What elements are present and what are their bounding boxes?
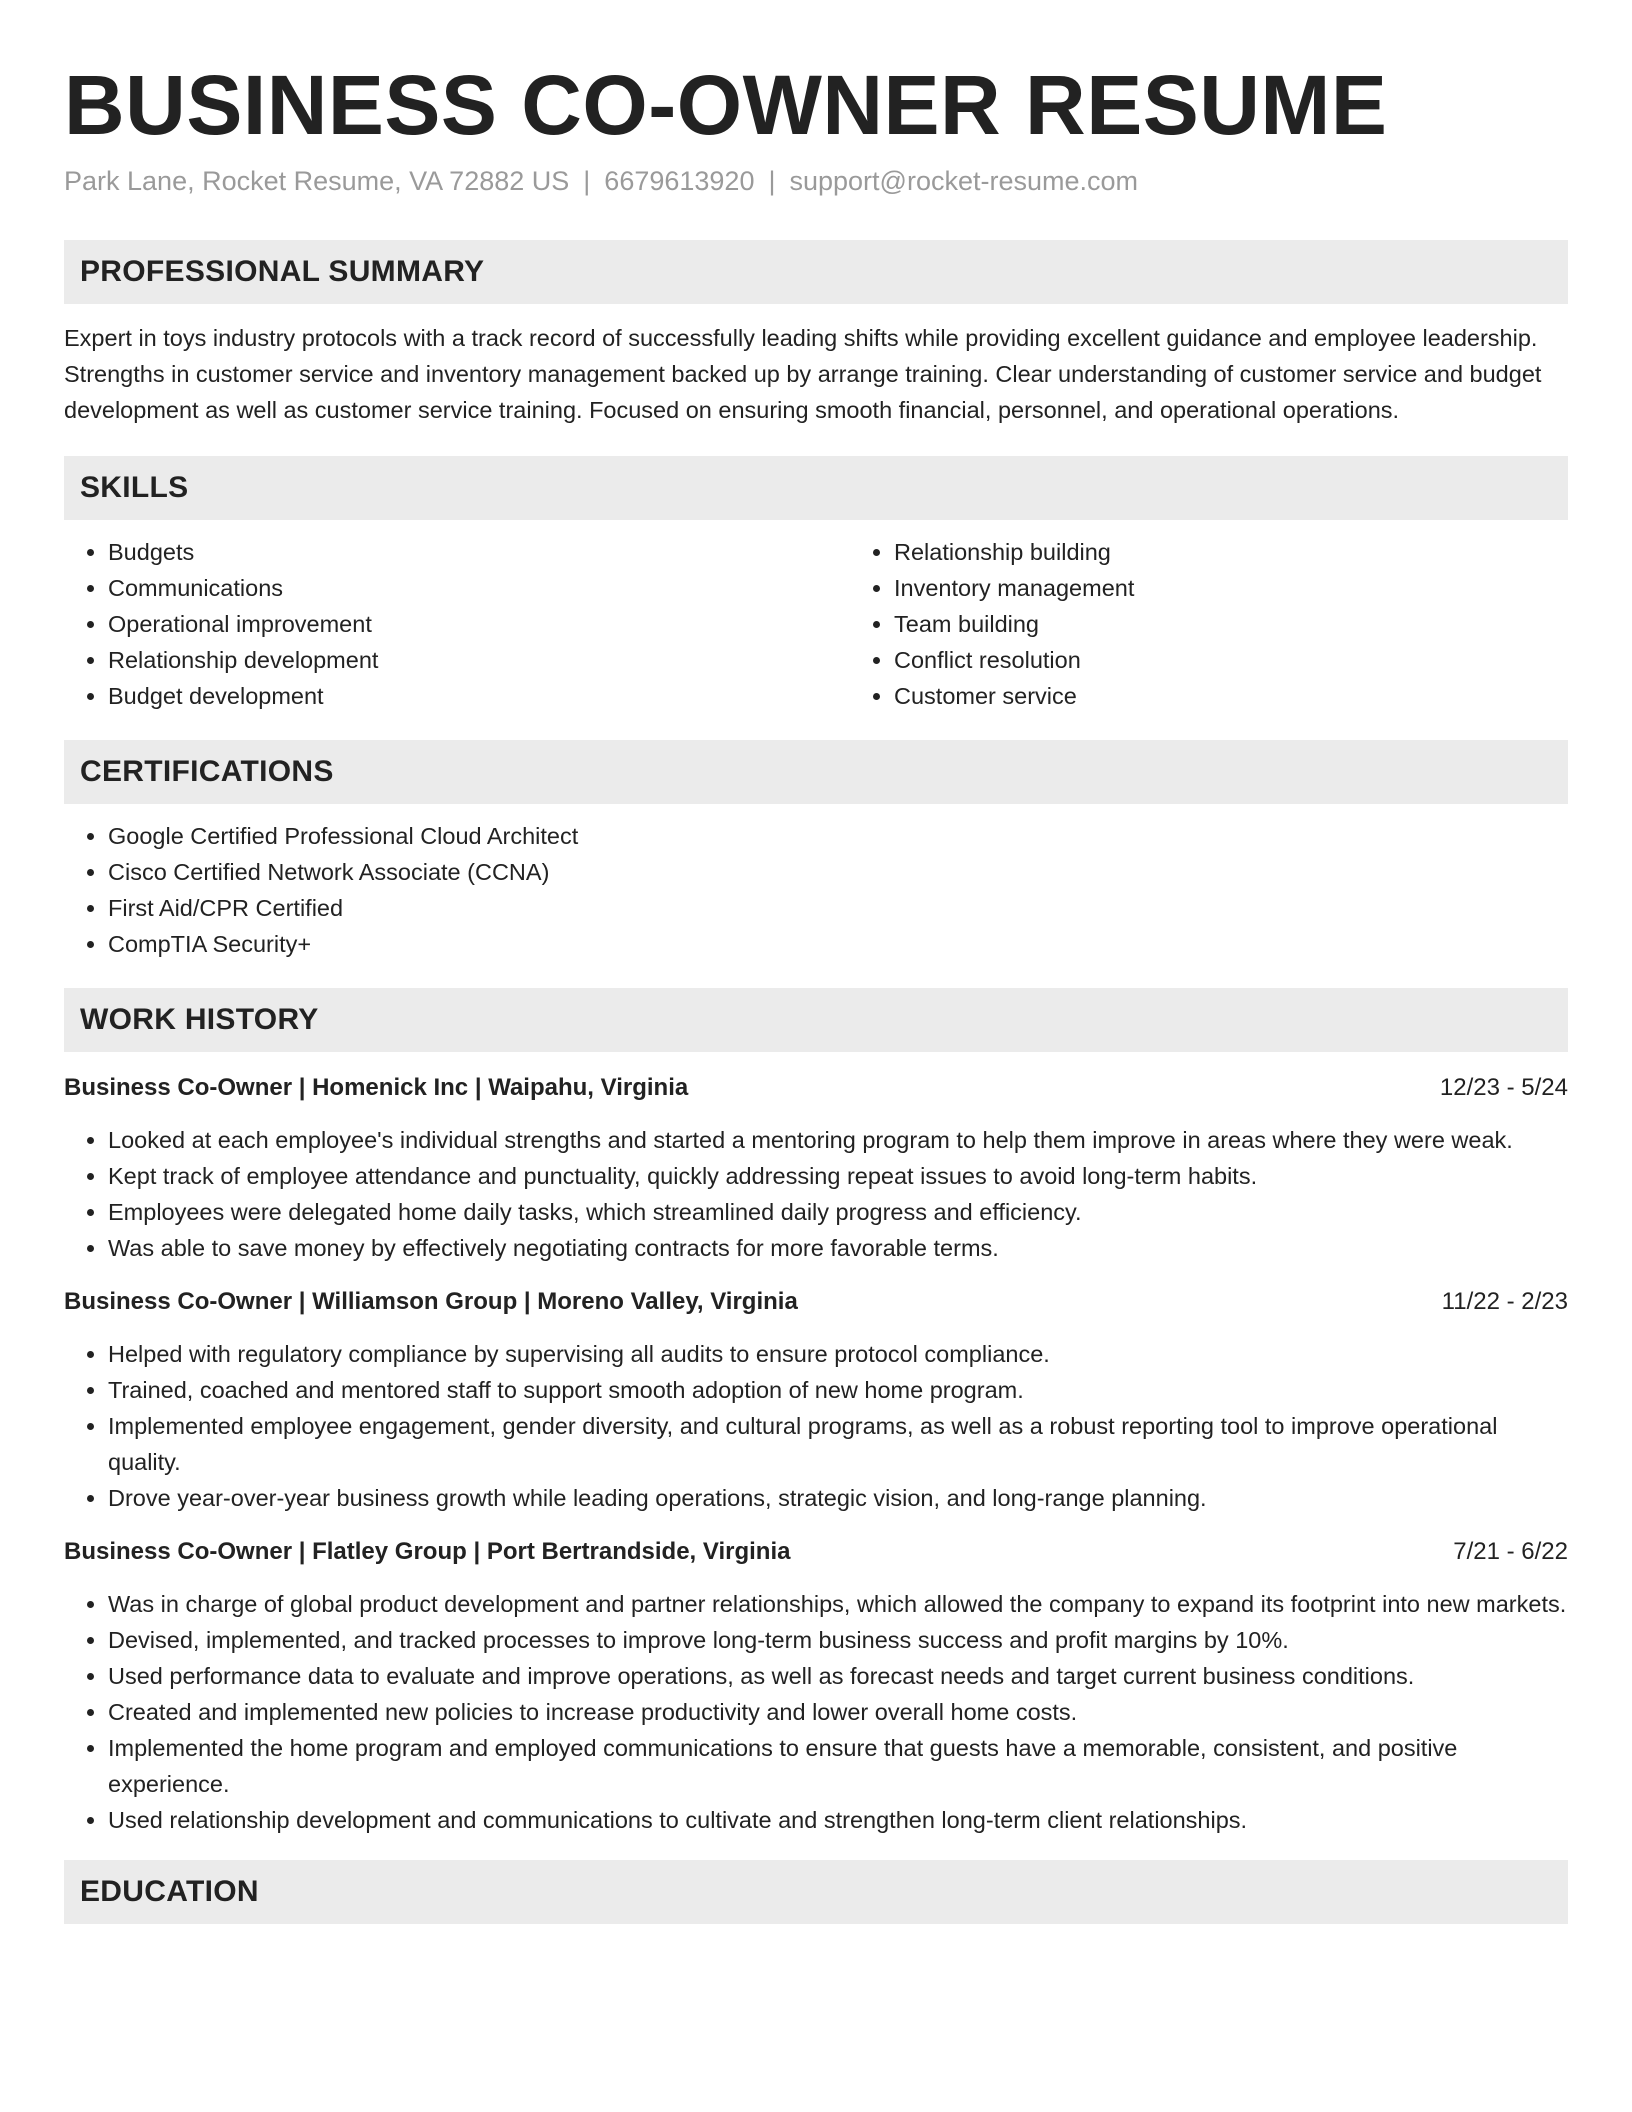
job-entry (64, 1284, 1568, 1516)
job-bullet: • Implemented the home program and employed communications to ensure that guests have a memorable, consistent, and positive experience. (108, 1730, 1568, 1802)
job-bullet: • Implemented employee engagement, gender diversity, and cultural programs, as well as a robust reporting tool to improve operational quality. (108, 1408, 1568, 1480)
certification-item: • Cisco Certified Network Associate (CCNA) (108, 854, 1568, 890)
contact-address: Park Lane, Rocket Resume, VA 72882 US (64, 166, 570, 197)
skill-item: • Inventory management (894, 570, 1568, 606)
job-title: Business Co-Owner | Williamson Group | Moreno Valley, Virginia (64, 1288, 798, 1316)
job-header (64, 1284, 1568, 1320)
skill-item: • Operational improvement (108, 606, 850, 642)
job-header (64, 1070, 1568, 1106)
contact-separator: | (583, 166, 591, 197)
job-bullet: • Used performance data to evaluate and improve operations, as well as forecast needs and target current business conditions. (108, 1658, 1568, 1694)
resume-title: BUSINESS CO-OWNER RESUME (64, 58, 1388, 152)
job-bullet: • Drove year-over-year business growth while leading operations, strategic vision, and long-range planning. (108, 1480, 1568, 1516)
job-bullet: • Trained, coached and mentored staff to support smooth adoption of new home program. (108, 1372, 1568, 1408)
job-bullets (64, 1336, 1568, 1516)
job-entry (64, 1070, 1568, 1266)
skill-item: • Budget development (108, 678, 850, 714)
job-entry (64, 1534, 1568, 1838)
job-dates: 11/22 - 2/23 (1441, 1288, 1568, 1316)
skill-item: • Relationship building (894, 534, 1568, 570)
skill-item: • Relationship development (108, 642, 850, 678)
job-bullet: • Used relationship development and communications to cultivate and strengthen long-term client relationships. (108, 1802, 1568, 1838)
certification-item: • Google Certified Professional Cloud Architect (108, 818, 1568, 854)
section-header-education: EDUCATION (64, 1860, 1568, 1924)
skill-item: • Customer service (894, 678, 1568, 714)
job-bullet: • Employees were delegated home daily tasks, which streamlined daily progress and efficiency. (108, 1194, 1568, 1230)
contact-line (64, 164, 1568, 199)
skills-list-left (64, 534, 850, 714)
job-bullets (64, 1586, 1568, 1838)
certifications-list (64, 818, 1568, 962)
skills-grid (64, 534, 1568, 714)
contact-email: support@rocket-resume.com (789, 166, 1139, 197)
section-header-work-history: WORK HISTORY (64, 988, 1568, 1052)
job-bullet: • Devised, implemented, and tracked processes to improve long-term business success and profit margins by 10%. (108, 1622, 1568, 1658)
job-header (64, 1534, 1568, 1570)
skills-list-right (850, 534, 1568, 714)
certification-item: • CompTIA Security+ (108, 926, 1568, 962)
certification-item: • First Aid/CPR Certified (108, 890, 1568, 926)
job-title: Business Co-Owner | Flatley Group | Port Bertrandside, Virginia (64, 1538, 791, 1566)
job-bullet: • Was able to save money by effectively negotiating contracts for more favorable terms. (108, 1230, 1568, 1266)
job-bullet: • Helped with regulatory compliance by supervising all audits to ensure protocol compliance. (108, 1336, 1568, 1372)
job-dates: 7/21 - 6/22 (1453, 1538, 1568, 1566)
job-title: Business Co-Owner | Homenick Inc | Waipahu, Virginia (64, 1074, 689, 1102)
contact-phone: 6679613920 (604, 166, 755, 197)
job-bullet: • Created and implemented new policies to increase productivity and lower overall home costs. (108, 1694, 1568, 1730)
job-bullet: • Was in charge of global product development and partner relationships, which allowed the company to expand its footprint into new markets. (108, 1586, 1568, 1622)
contact-separator: | (768, 166, 776, 197)
skill-item: • Budgets (108, 534, 850, 570)
job-bullets (64, 1122, 1568, 1266)
job-dates: 12/23 - 5/24 (1439, 1074, 1568, 1102)
section-header-skills: SKILLS (64, 456, 1568, 520)
section-header-summary: PROFESSIONAL SUMMARY (64, 240, 1568, 304)
summary-text: Expert in toys industry protocols with a track record of successfully leading shifts while providing excellent guidance and employee leadership. Strengths in customer service and inventory management backed up by arrange training. Clear understanding of customer service and budget development as well as customer service training. Focused on ensuring smooth financial, personnel, and operational operations. (64, 325, 1542, 424)
section-header-certifications: CERTIFICATIONS (64, 740, 1568, 804)
skill-item: • Team building (894, 606, 1568, 642)
job-bullet: • Looked at each employee's individual strengths and started a mentoring program to help them improve in areas where they were weak. (108, 1122, 1568, 1158)
job-bullet: • Kept track of employee attendance and punctuality, quickly addressing repeat issues to avoid long-term habits. (108, 1158, 1568, 1194)
skill-item: • Communications (108, 570, 850, 606)
skill-item: • Conflict resolution (894, 642, 1568, 678)
